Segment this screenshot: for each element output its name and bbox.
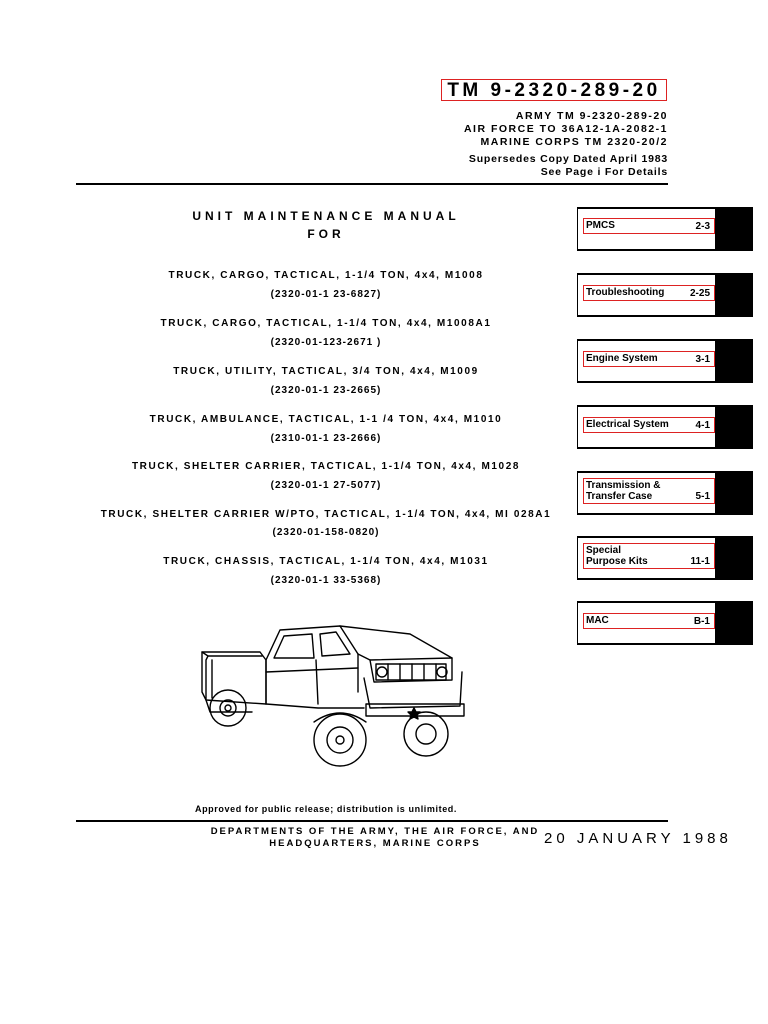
tab-page: 2-3 bbox=[695, 221, 710, 232]
vehicle-nsn: (2320-01-123-2671 ) bbox=[270, 337, 382, 348]
air-force-to: AIR FORCE TO 36A12-1A-2082-1 bbox=[463, 123, 668, 135]
distribution-statement: Approved for public release; distribution is unlimited. bbox=[194, 804, 458, 814]
tab-page: 5-1 bbox=[695, 491, 710, 502]
publication-date: 20 JANUARY 1988 bbox=[544, 830, 732, 847]
vehicle-name: TRUCK, CHASSIS, TACTICAL, 1-1/4 TON, 4x4, M1031 bbox=[163, 556, 489, 567]
vehicle-nsn: (2320-01-1 23-6827) bbox=[270, 289, 382, 300]
tab-electrical-system[interactable] bbox=[577, 405, 753, 449]
tab-pmcs[interactable] bbox=[577, 207, 753, 251]
tab-page: B-1 bbox=[693, 616, 710, 627]
tab-page: 3-1 bbox=[695, 354, 710, 365]
marine-corps-tm: MARINE CORPS TM 2320-20/2 bbox=[480, 136, 668, 148]
vehicle-nsn: (2320-01-158-0820) bbox=[272, 527, 380, 538]
tab-marker bbox=[715, 207, 753, 251]
vehicle-name: TRUCK, UTILITY, TACTICAL, 3/4 TON, 4x4, M1009 bbox=[173, 366, 479, 377]
vehicle-name: TRUCK, SHELTER CARRIER W/PTO, TACTICAL, 1-1/4 TON, 4x4, MI 028A1 bbox=[100, 509, 552, 520]
tab-transmission-transfer-case[interactable] bbox=[577, 471, 753, 515]
tab-special-purpose-kits[interactable] bbox=[577, 536, 753, 580]
vehicle-nsn: (2310-01-1 23-2666) bbox=[270, 433, 382, 444]
tab-label-line2: Transfer Case bbox=[586, 491, 653, 502]
tab-marker bbox=[715, 471, 753, 515]
manual-title-for: FOR bbox=[307, 227, 345, 241]
manual-title: UNIT MAINTENANCE MANUAL bbox=[192, 209, 460, 223]
tab-marker bbox=[715, 536, 753, 580]
tab-label: Troubleshooting bbox=[586, 287, 665, 298]
footer-rule bbox=[76, 820, 668, 822]
tab-marker bbox=[715, 405, 753, 449]
tab-page: 11-1 bbox=[690, 556, 710, 567]
tab-label: PMCS bbox=[586, 220, 615, 231]
tab-engine-system[interactable] bbox=[577, 339, 753, 383]
tab-page: 2-25 bbox=[689, 288, 710, 299]
departments-line2: HEADQUARTERS, MARINE CORPS bbox=[269, 838, 481, 849]
tm-number: TM 9-2320-289-20 bbox=[441, 79, 667, 101]
tab-troubleshooting[interactable] bbox=[577, 273, 753, 317]
tab-marker bbox=[715, 339, 753, 383]
vehicle-nsn: (2320-01-1 27-5077) bbox=[270, 480, 382, 491]
tab-page: 4-1 bbox=[695, 420, 710, 431]
tab-marker bbox=[715, 273, 753, 317]
tab-label: Engine System bbox=[586, 353, 658, 364]
tab-label-line2: Purpose Kits bbox=[586, 556, 648, 567]
header-rule bbox=[76, 183, 668, 185]
tab-label: MAC bbox=[586, 615, 609, 626]
see-page-note: See Page i For Details bbox=[540, 166, 668, 178]
supersedes-note: Supersedes Copy Dated April 1983 bbox=[468, 153, 668, 165]
vehicle-name: TRUCK, SHELTER CARRIER, TACTICAL, 1-1/4 TON, 4x4, M1028 bbox=[131, 461, 521, 472]
vehicle-nsn: (2320-01-1 23-2665) bbox=[270, 385, 382, 396]
tab-mac[interactable] bbox=[577, 601, 753, 645]
army-tm: ARMY TM 9-2320-289-20 bbox=[515, 110, 668, 122]
vehicle-name: TRUCK, CARGO, TACTICAL, 1-1/4 TON, 4x4, M1008A1 bbox=[160, 318, 492, 329]
tab-label: Electrical System bbox=[586, 419, 669, 430]
departments-line1: DEPARTMENTS OF THE ARMY, THE AIR FORCE, AND bbox=[210, 826, 540, 837]
tab-label: Transmission & bbox=[586, 480, 661, 491]
vehicle-name: TRUCK, CARGO, TACTICAL, 1-1/4 TON, 4x4, M1008 bbox=[168, 270, 484, 281]
tab-label: Special bbox=[586, 545, 622, 556]
vehicle-nsn: (2320-01-1 33-5368) bbox=[270, 575, 382, 586]
vehicle-name: TRUCK, AMBULANCE, TACTICAL, 1-1 /4 TON, 4x4, M1010 bbox=[149, 414, 503, 425]
truck-illustration bbox=[190, 612, 472, 782]
tab-marker bbox=[715, 601, 753, 645]
